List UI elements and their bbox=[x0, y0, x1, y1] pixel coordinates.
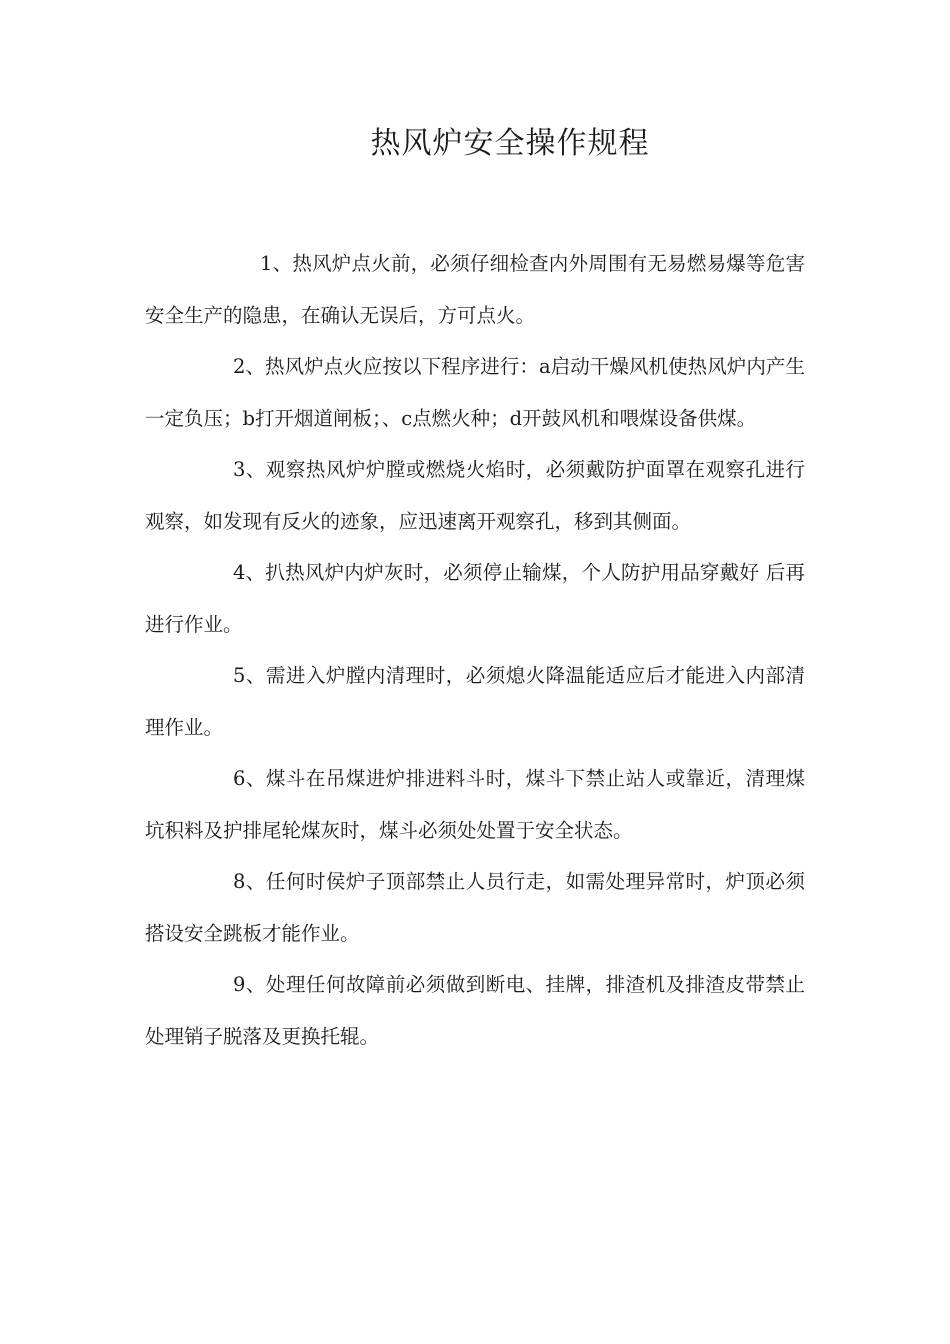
paragraph-5: 5、需进入炉膛内清理时，必须熄火降温能适应后才能进入内部清理作业。 bbox=[145, 664, 805, 739]
paragraph-4: 4、扒热风炉内炉灰时，必须停止输煤，个人防护用品穿戴好 后再进行作业。 bbox=[145, 561, 805, 636]
document-title: 热风炉安全操作规程 bbox=[370, 126, 650, 161]
paragraph-6: 6、煤斗在吊煤进炉排进料斗时，煤斗下禁止站人或靠近，清理煤坑积料及护排尾轮煤灰时，煤斗必须处处置于安全状态。 bbox=[145, 767, 805, 842]
paragraph-1: 1、热风炉点火前，必须仔细检查内外周围有无易燃易爆等危害安全生产的隐患，在确认无误后，方可点火。 bbox=[145, 252, 805, 327]
paragraph-9: 9、处理任何故障前必须做到断电、挂牌，排渣机及排渣皮带禁止处理销子脱落及更换托辊。 bbox=[145, 973, 805, 1048]
document-body bbox=[145, 238, 805, 1062]
paragraph-8: 8、任何时侯炉子顶部禁止人员行走，如需处理异常时，炉顶必须搭设安全跳板才能作业。 bbox=[145, 870, 805, 945]
paragraph-3: 3、观察热风炉炉膛或燃烧火焰时，必须戴防护面罩在观察孔进行观察，如发现有反火的迹象，应迅速离开观察孔，移到其侧面。 bbox=[145, 458, 805, 533]
paragraph-2: 2、热风炉点火应按以下程序进行：a启动干燥风机使热风炉内产生一定负压；b打开烟道闸板；、c点燃火种；d开鼓风机和喂煤设备供煤。 bbox=[145, 355, 805, 430]
